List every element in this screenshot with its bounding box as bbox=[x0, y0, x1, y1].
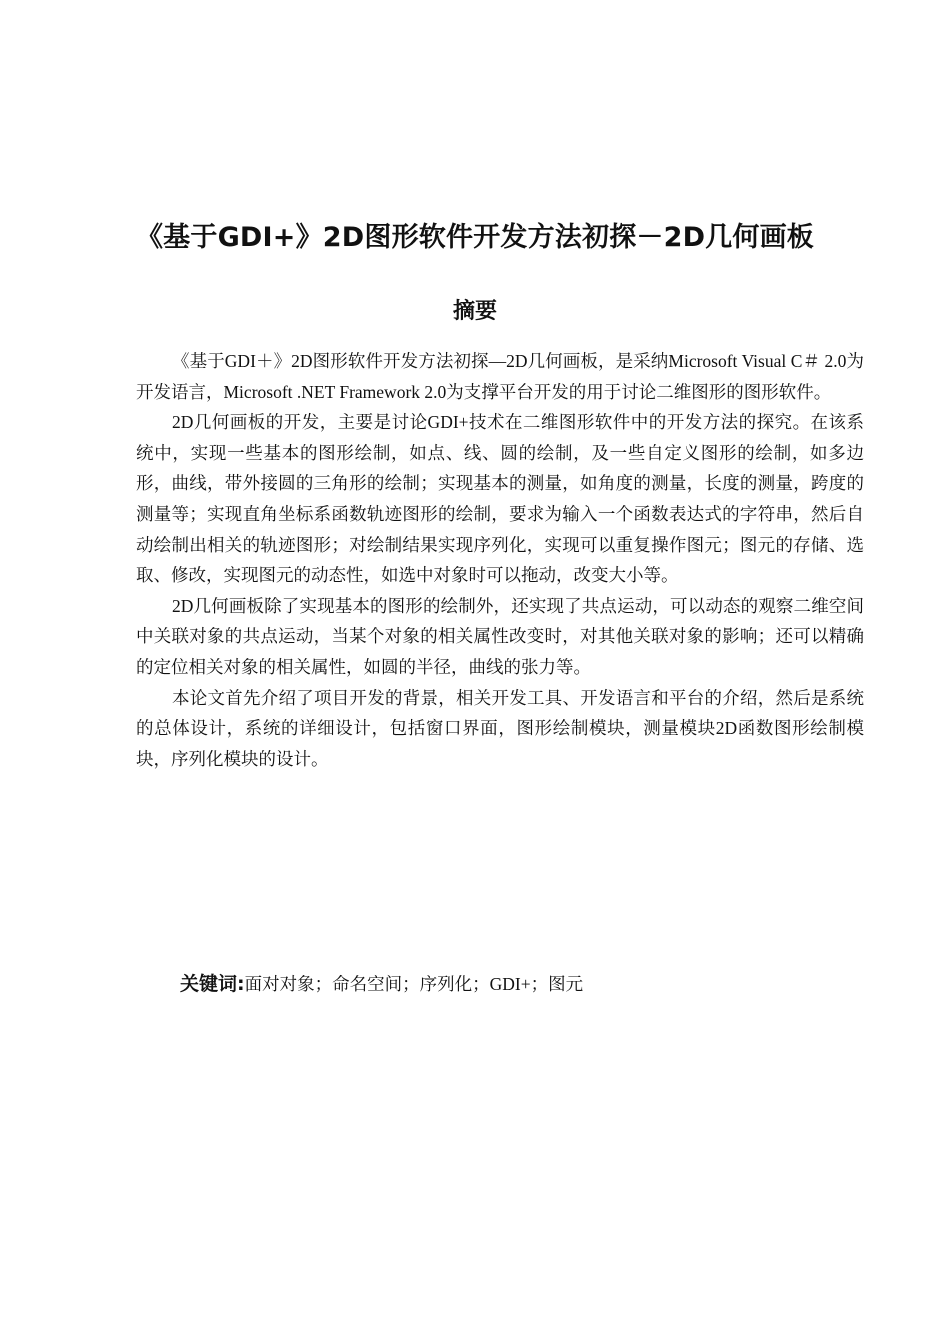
abstract-paragraph: 2D几何画板除了实现基本的图形的绘制外，还实现了共点运动，可以动态的观察二维空间中关联对象的共点运动，当某个对象的相关属性改变时，对其他关联对象的影响；还可以精确的定位相关对象的相关属性，如圆的半径，曲线的张力等。 bbox=[136, 595, 864, 677]
keywords-line bbox=[180, 968, 860, 1000]
abstract-paragraph: 本论文首先介绍了项目开发的背景，相关开发工具、开发语言和平台的介绍，然后是系统的总体设计，系统的详细设计，包括窗口界面，图形绘制模块，测量模块2D函数图形绘制模块，序列化模块的设计。 bbox=[136, 687, 864, 769]
keywords-value: 面对对象；命名空间；序列化；GDI+；图元 bbox=[244, 974, 584, 994]
document-title: 《基于GDI+》2D图形软件开发方法初探－2D几何画板 bbox=[135, 222, 815, 253]
keywords-label: 关键词: bbox=[180, 973, 245, 995]
abstract-paragraph: 《基于GDI＋》2D图形软件开发方法初探—2D几何画板，是采纳Microsoft Visual C＃ 2.0为开发语言，Microsoft .NET Framework 2.0为支撑平台开发的用于讨论二维图形的图形软件。 bbox=[136, 351, 864, 402]
abstract-heading: 摘要 bbox=[452, 299, 497, 324]
abstract-body bbox=[136, 346, 864, 774]
abstract-paragraph: 2D几何画板的开发，主要是讨论GDI+技术在二维图形软件中的开发方法的探究。在该系统中，实现一些基本的图形绘制，如点、线、圆的绘制，及一些自定义图形的绘制，如多边形，曲线，带外接圆的三角形的绘制；实现基本的测量，如角度的测量，长度的测量，跨度的测量等；实现直角坐标系函数轨迹图形的绘制，要求为输入一个函数表达式的字符串，然后自动绘制出相关的轨迹图形；对绘制结果实现序列化，实现可以重复操作图元；图元的存储、选取、修改，实现图元的动态性，如选中对象时可以拖动，改变大小等。 bbox=[136, 412, 864, 586]
